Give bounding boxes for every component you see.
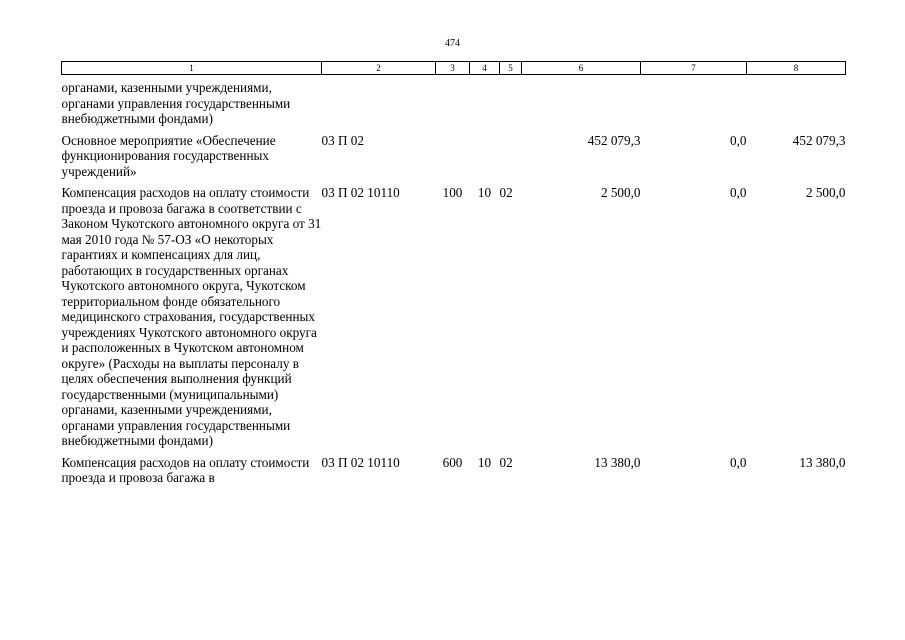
row-c5: 02	[499, 185, 513, 200]
table-row	[62, 75, 846, 127]
row-value-6: 2 500,0	[600, 185, 641, 200]
header-col-5: 5	[500, 62, 522, 75]
table-row	[62, 179, 846, 449]
row-value-7	[641, 75, 747, 127]
header-col-1: 1	[62, 62, 322, 75]
row-c5: 02	[499, 454, 513, 470]
page-number: 474	[445, 38, 460, 49]
row-c4: 10	[477, 185, 492, 200]
row-c3: 100	[442, 185, 463, 200]
column-number-header	[62, 62, 846, 75]
header-col-4: 4	[470, 62, 500, 75]
row-value-6	[522, 75, 641, 127]
row-value-6: 452 079,3	[587, 132, 641, 148]
row-c4	[470, 127, 500, 180]
row-value-7: 0,0	[730, 454, 747, 470]
header-col-6: 6	[522, 62, 641, 75]
row-c4: 10	[477, 454, 492, 470]
row-value-8: 452 079,3	[792, 132, 846, 148]
row-value-8	[747, 75, 846, 127]
budget-table	[61, 61, 846, 486]
row-value-7: 0,0	[730, 185, 747, 200]
row-c4	[470, 75, 500, 127]
row-value-8: 2 500,0	[805, 185, 846, 200]
header-col-2: 2	[322, 62, 436, 75]
row-name: Основное мероприятие «Обеспечение функционирования государственных учреждений»	[61, 132, 276, 179]
row-c3	[436, 75, 470, 127]
header-col-7: 7	[641, 62, 747, 75]
row-name: органами, казенными учреждениями, органами управления государственными внебюджетными фондами)	[61, 80, 291, 126]
row-name: Компенсация расходов на оплату стоимости проезда и провоза багажа в соответствии с Законом Чукотского автономного округа от 31 мая 2010 года № 57-ОЗ «О некоторых гарантиях и компенсациях для лиц, работающих в государственных органах Чукотского автономного округа, Чукотском территориальном фонде обязательного медицинского страхования, государственных учреждениях Чукотского автономного округа и расположенных в Чукотском автономном округе» (Расходы на выплаты персоналу в целях обеспечения выполнения функций государственными (муниципальными) органами, казенными учреждениями, органами управления государственными внебюджетными фондами)	[61, 185, 322, 448]
row-c5	[500, 127, 522, 180]
header-col-3: 3	[436, 62, 470, 75]
row-c5	[500, 75, 522, 127]
row-code: 03 П 02 10110	[321, 185, 400, 200]
table-row	[62, 127, 846, 180]
row-code: 03 П 02	[321, 132, 364, 148]
row-value-8: 13 380,0	[799, 454, 846, 470]
table-row	[62, 449, 846, 486]
row-value-6: 13 380,0	[594, 454, 641, 470]
row-c3	[436, 127, 470, 180]
row-value-7: 0,0	[730, 132, 747, 148]
row-code: 03 П 02 10110	[321, 454, 400, 470]
row-code	[322, 75, 436, 127]
header-col-8: 8	[747, 62, 846, 75]
row-c3: 600	[442, 454, 463, 470]
row-name: Компенсация расходов на оплату стоимости проезда и провоза багажа в	[61, 454, 310, 485]
